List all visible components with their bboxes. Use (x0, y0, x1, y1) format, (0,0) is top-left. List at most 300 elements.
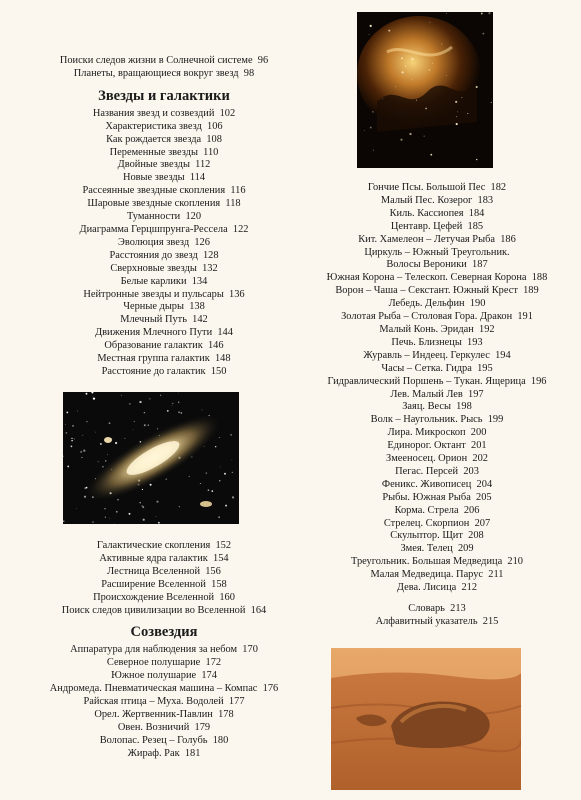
toc-entry (292, 440, 581, 453)
star-dot (65, 424, 66, 425)
toc-entry (28, 366, 300, 379)
star-dot (411, 79, 412, 80)
toc-entry (292, 582, 581, 595)
entry-page-number: 146 (207, 340, 224, 352)
star-dot (456, 123, 458, 125)
star-dot (104, 508, 105, 509)
toc-entry (292, 363, 581, 376)
toc-entry (292, 350, 581, 363)
star-dot (219, 480, 220, 481)
entry-page-number: 205 (476, 491, 492, 503)
toc-entry (28, 134, 300, 147)
entry-page-number: 213 (450, 603, 466, 614)
entry-title: Журавль – Индеец. Геркулес (363, 349, 490, 361)
toc-entry (28, 185, 300, 198)
entry-page-number: 154 (213, 552, 229, 564)
toc-entry (28, 55, 300, 68)
star-dot (117, 499, 118, 500)
toc-entry (292, 616, 581, 629)
entry-title: Происхождение Вселенной (93, 591, 215, 603)
toc-entry (28, 172, 300, 185)
entry-page-number: 132 (202, 262, 218, 274)
entry-page-number: 200 (470, 427, 487, 439)
toc-entry (292, 208, 581, 221)
toc-entry (28, 327, 300, 340)
star-dot (92, 397, 93, 398)
star-dot (405, 66, 406, 67)
toc-entry (292, 530, 581, 543)
entry-page-number: 199 (487, 414, 504, 426)
star-dot (364, 130, 365, 131)
toc-entry (292, 195, 581, 208)
entry-title: Расширение Вселенной (101, 578, 206, 590)
star-dot (115, 442, 117, 444)
entry-page-number: 118 (225, 198, 241, 210)
toc-entry (28, 540, 300, 553)
entry-page-number: 128 (202, 249, 219, 261)
toc-entry (292, 182, 581, 195)
entry-page-number: 211 (488, 569, 504, 581)
toc-entry (28, 108, 300, 121)
star-dot (109, 422, 111, 424)
toc-intro-list (28, 55, 300, 81)
entry-page-number: 138 (189, 301, 205, 313)
star-dot (66, 432, 68, 434)
star-dot (446, 13, 447, 14)
star-dot (402, 71, 404, 73)
entry-title: Расстояния до звезд (109, 249, 198, 261)
entry-title: Дева. Лисица (396, 582, 457, 594)
star-dot (211, 490, 213, 492)
star-dot (107, 454, 108, 455)
star-dot (409, 133, 411, 135)
star-dot (93, 397, 95, 399)
entry-page-number: 191 (517, 311, 533, 323)
star-dot (430, 154, 432, 156)
star-dot (98, 461, 99, 462)
entry-page-number: 108 (206, 133, 222, 145)
entry-title: Галактические скопления (96, 540, 211, 551)
toc-entry (28, 605, 300, 618)
entry-title: Как рождается звезда (106, 133, 202, 145)
toc-stars-list (28, 108, 300, 379)
star-dot (81, 457, 82, 458)
entry-page-number: 189 (523, 285, 539, 297)
star-dot (411, 57, 412, 58)
star-dot (86, 393, 88, 395)
star-dot (83, 449, 85, 451)
star-dot (481, 13, 483, 15)
entry-page-number: 193 (467, 336, 483, 348)
entry-title: Словарь (408, 603, 445, 614)
star-dot (373, 150, 374, 151)
toc-entry (292, 234, 581, 247)
star-dot (172, 403, 173, 404)
star-dot (149, 398, 150, 399)
entry-title: Шаровые звездные скопления (87, 198, 221, 210)
toc-entry (292, 466, 581, 479)
entry-title: Двойные звезды (117, 159, 190, 171)
star-dot (388, 30, 390, 32)
toc-entry (292, 603, 581, 616)
entry-title: Треугольник. Большая Медведица (351, 556, 503, 568)
star-dot (105, 517, 106, 518)
entry-title: Черные дыры (123, 301, 184, 313)
star-dot (129, 403, 131, 405)
star-dot (133, 429, 134, 430)
star-dot (178, 393, 179, 394)
toc-entry (28, 735, 300, 748)
toc-entry (28, 314, 300, 327)
star-dot (456, 116, 457, 117)
entry-title: Овен. Возничий (117, 721, 190, 733)
entry-page-number: 198 (456, 401, 472, 413)
star-dot (110, 518, 111, 519)
entry-title: Новые звезды (122, 172, 185, 184)
entry-title: Переменные звезды (109, 146, 198, 158)
toc-entry (28, 289, 300, 302)
entry-title: Печь. Близнецы (391, 336, 462, 348)
entry-page-number: 178 (218, 708, 234, 720)
andromeda-galaxy-photo (63, 392, 239, 524)
star-dot (144, 412, 145, 413)
entry-title: Единорог. Октант (387, 440, 466, 452)
entry-page-number: 164 (250, 604, 267, 616)
toc-entry (292, 324, 581, 337)
star-dot (441, 43, 442, 44)
entry-title: Рассеянные звездные скопления (82, 185, 226, 197)
star-dot (172, 405, 173, 406)
toc-entry (28, 276, 300, 289)
entry-page-number: 192 (479, 323, 495, 335)
toc-entry (292, 389, 581, 402)
entry-title: Ворон – Чаша – Секстант. Южный Крест (335, 285, 518, 297)
entry-page-number: 172 (205, 657, 222, 669)
toc-left-bottom (28, 540, 300, 761)
entry-title: Циркуль – Южный Треугольник. (364, 246, 510, 258)
entry-page-number: 208 (468, 530, 484, 542)
toc-entry (292, 311, 581, 324)
toc-entry (28, 353, 300, 366)
entry-page-number: 144 (217, 327, 233, 339)
toc-entry (292, 298, 581, 311)
star-dot (72, 425, 74, 427)
toc-constellations-list (28, 644, 300, 760)
star-dot (160, 395, 161, 396)
entry-page-number: 116 (230, 185, 246, 197)
toc-entry (28, 224, 300, 237)
star-dot (219, 437, 220, 438)
toc-entry (28, 198, 300, 211)
entry-page-number: 174 (201, 670, 217, 682)
star-dot (382, 98, 383, 99)
entry-title: Местная группа галактик (97, 353, 210, 365)
toc-back-matter-list (292, 603, 581, 629)
toc-entry (292, 518, 581, 531)
star-dot (139, 502, 140, 503)
star-dot (369, 34, 370, 35)
entry-page-number: 179 (194, 721, 211, 733)
toc-entry (292, 479, 581, 492)
entry-page-number: 195 (477, 362, 493, 374)
star-dot (467, 113, 468, 114)
entry-title: Гончие Псы. Большой Пес (367, 182, 486, 193)
entry-page-number: 170 (242, 644, 258, 656)
toc-entry (28, 722, 300, 735)
toc-entry (28, 237, 300, 250)
star-dot (142, 506, 144, 508)
entry-page-number: 190 (469, 298, 486, 310)
entry-page-number: 160 (219, 591, 235, 603)
toc-entry (292, 259, 581, 272)
toc-entry (28, 579, 300, 592)
entry-title: Лира. Микроскоп (387, 427, 466, 439)
entry-title: Сверхновые звезды (110, 262, 197, 274)
toc-entry (28, 263, 300, 276)
entry-title: Образование галактик (104, 340, 203, 352)
toc-entry (28, 211, 300, 224)
star-dot (157, 428, 158, 429)
toc-entry (292, 556, 581, 569)
entry-title: Волк – Наугольник. Рысь (370, 414, 483, 426)
entry-title: Жираф. Рак (127, 747, 180, 759)
entry-title: Центавр. Цефей (390, 220, 463, 232)
entry-page-number: 152 (215, 540, 232, 551)
entry-title: Гидравлический Поршень – Тукан. Ящерица (327, 375, 526, 387)
entry-title: Алфавитный указатель (375, 615, 478, 627)
entry-page-number: 184 (468, 207, 485, 219)
star-dot (491, 102, 492, 103)
entry-page-number: 209 (457, 543, 474, 555)
entry-title: Характеристика звезд (105, 120, 202, 132)
toc-entry (28, 592, 300, 605)
entry-page-number: 102 (219, 107, 236, 119)
entry-page-number: 134 (191, 275, 208, 287)
entry-title: Активные ядра галактик (99, 552, 208, 564)
entry-title: Змея. Телец (400, 543, 453, 555)
entry-page-number: 194 (495, 349, 511, 361)
star-dot (100, 443, 102, 445)
star-dot (67, 465, 69, 467)
star-dot (92, 521, 93, 522)
entry-page-number: 96 (257, 55, 269, 66)
star-dot (200, 483, 201, 484)
entry-title: Лебедь. Дельфин (388, 298, 465, 310)
entry-title: Аппаратура для наблюдения за небом (70, 644, 238, 656)
toc-entry (292, 285, 581, 298)
entry-title: Диаграмма Герцшпрунга-Рессела (79, 223, 228, 235)
entry-page-number: 210 (507, 556, 523, 568)
star-dot (202, 410, 203, 411)
star-dot (370, 25, 372, 27)
star-dot (488, 12, 490, 14)
star-dot (425, 108, 427, 110)
star-dot (139, 401, 141, 403)
toc-entry (292, 427, 581, 440)
entry-page-number: 182 (490, 182, 507, 193)
section-heading-constellations: Созвездия (130, 624, 198, 641)
entry-title: Волопас. Резец – Голубь (99, 734, 208, 746)
toc-entry (28, 121, 300, 134)
toc-entry (28, 566, 300, 579)
entry-page-number: 158 (211, 578, 227, 590)
toc-entry (28, 683, 300, 696)
entry-title: Названия звезд и созвездий (92, 107, 215, 119)
star-dot (416, 100, 417, 101)
star-dot (449, 51, 450, 52)
toc-entry (292, 543, 581, 556)
entry-page-number: 215 (482, 615, 499, 627)
toc-entry (28, 147, 300, 160)
entry-title: Северное полушарие (106, 657, 201, 669)
toc-entry (28, 68, 300, 81)
entry-page-number: 120 (185, 211, 202, 223)
entry-page-number: 185 (467, 220, 484, 232)
toc-entry (28, 644, 300, 657)
entry-page-number: 176 (262, 683, 279, 695)
entry-title: Малая Медведица. Парус (370, 569, 484, 581)
star-dot (142, 489, 143, 490)
entry-page-number: 212 (461, 582, 478, 594)
star-dot (401, 57, 403, 59)
star-dot (476, 159, 477, 160)
entry-page-number: 110 (203, 146, 219, 158)
entry-page-number: 177 (228, 696, 245, 708)
entry-title: Киль. Кассиопея (389, 207, 464, 219)
star-dot (178, 411, 180, 413)
star-dot (86, 421, 87, 422)
entry-title: Эволюция звезд (118, 236, 190, 248)
star-dot (224, 473, 226, 475)
mars-surface-photo (331, 648, 521, 790)
entry-title: Корма. Стрела (394, 504, 459, 516)
entry-page-number: 142 (192, 314, 208, 326)
entry-page-number: 188 (531, 272, 548, 284)
star-dot (446, 75, 447, 76)
star-dot (121, 395, 122, 396)
nebula-photo (357, 12, 493, 168)
star-dot (432, 63, 433, 64)
star-dot (232, 460, 233, 461)
star-dot (181, 412, 183, 414)
star-dot (424, 136, 425, 137)
entry-page-number: 197 (468, 388, 484, 400)
toc-entry (28, 250, 300, 263)
toc-entry (292, 221, 581, 234)
star-dot (144, 424, 146, 426)
entry-title: Райская птица – Муха. Водолей (83, 696, 224, 708)
entry-title: Млечный Путь (120, 314, 187, 326)
star-dot (167, 410, 169, 412)
entry-title: Скульптор. Щит (390, 530, 463, 542)
star-dot (76, 508, 77, 509)
entry-page-number: 202 (472, 453, 488, 465)
toc-entry (292, 569, 581, 582)
toc-entry (292, 505, 581, 518)
star-dot (66, 411, 68, 413)
star-dot (77, 411, 78, 412)
entry-title: Лев. Малый Лев (390, 388, 463, 400)
entry-title: Поиск следов цивилизации во Вселенной (61, 604, 246, 616)
entry-page-number: 112 (195, 159, 211, 171)
toc-right-list (292, 182, 581, 595)
star-dot (134, 421, 135, 422)
entry-page-number: 196 (530, 375, 547, 387)
entry-title: Золотая Рыба – Столовая Гора. Дракон (341, 311, 513, 323)
entry-title: Феникс. Живописец (381, 478, 472, 490)
entry-page-number: 156 (205, 565, 221, 577)
toc-entry (28, 301, 300, 314)
star-dot (80, 451, 82, 453)
entry-title: Расстояние до галактик (101, 365, 206, 377)
star-dot (400, 139, 402, 141)
entry-title: Планеты, вращающиеся вокруг звезд (73, 67, 239, 79)
star-dot (74, 438, 75, 439)
toc-entry (292, 414, 581, 427)
star-dot (457, 112, 458, 113)
entry-page-number: 126 (194, 236, 210, 248)
entry-title: Пегас. Персей (395, 465, 459, 477)
star-dot (215, 446, 216, 447)
entry-title: Заяц. Весы (402, 401, 451, 413)
star-dot (476, 86, 478, 88)
toc-entry (28, 748, 300, 761)
toc-entry (28, 670, 300, 683)
star-dot (82, 435, 83, 436)
star-dot (455, 101, 457, 103)
entry-title: Туманности (126, 211, 181, 223)
entry-title: Нейтронные звезды и пульсары (83, 288, 224, 300)
entry-title: Змееносец. Орион (386, 453, 468, 465)
toc-entry (292, 376, 581, 389)
toc-entry (28, 696, 300, 709)
entry-title: Орел. Жертвенник-Павлин (94, 708, 213, 720)
entry-page-number: 150 (210, 365, 227, 377)
toc-entry (292, 272, 581, 285)
toc-entry (292, 401, 581, 414)
entry-page-number: 114 (189, 172, 206, 184)
entry-page-number: 148 (214, 353, 231, 365)
star-dot (143, 519, 145, 521)
star-dot (148, 424, 149, 425)
toc-entry (28, 657, 300, 670)
star-dot (220, 467, 221, 468)
toc-entry (28, 709, 300, 722)
toc-entry (28, 340, 300, 353)
toc-entry (28, 159, 300, 172)
star-dot (208, 489, 210, 491)
star-dot (482, 33, 484, 35)
star-dot (189, 476, 190, 477)
entry-title: Малый Конь. Эридан (379, 323, 474, 335)
entry-page-number: 136 (229, 288, 245, 300)
star-dot (429, 22, 430, 23)
entry-page-number: 201 (471, 440, 487, 452)
star-dot (142, 505, 143, 506)
entry-title: Часы – Сетка. Гидра (381, 362, 472, 374)
entry-page-number: 122 (232, 223, 249, 235)
toc-entry (292, 337, 581, 350)
star-dot (71, 438, 72, 439)
entry-page-number: 181 (184, 747, 201, 759)
entry-title: Лестница Вселенной (107, 565, 201, 577)
entry-title: Южная Корона – Телескоп. Северная Корона (326, 272, 527, 284)
section-heading-stars: Звезды и галактики (98, 87, 230, 104)
entry-title: Андромеда. Пневматическая машина – Компас (49, 683, 258, 695)
entry-page-number: 98 (243, 67, 255, 79)
toc-right (292, 182, 581, 629)
entry-title: Белые карлики (120, 275, 187, 287)
